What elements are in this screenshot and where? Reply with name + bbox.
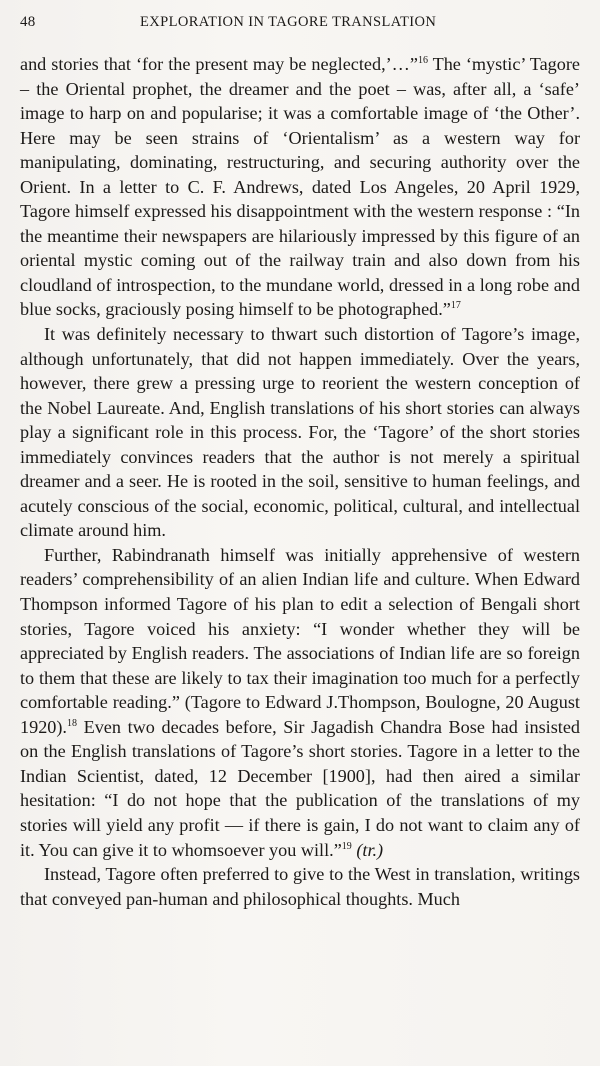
footnote-ref-16: 16 [417,55,428,66]
translation-mark: (tr.) [351,839,384,860]
paragraph-3 [20,543,580,862]
paragraph-4: Instead, Tagore often preferred to give to the West in translation, writings that conveyed pan-human and philosophical thoughts. Much [20,864,580,909]
paragraph-3-text-b: Even two decades before, Sir Jagadish Chandra Bose had insisted on the English translations of Tagore’s short stories. Tagore in a letter to the Indian Scientist, dated, 12 December [1900], had then aired a similar hesitation: “I do not hope that the publication of the translations of my stories will yield any profit — if there is gain, I do not want to claim any of it. You can give it to whomsoever you will.” [20,716,580,860]
body-text [20,52,580,911]
running-title: EXPLORATION IN TAGORE TRANSLATION [140,14,437,30]
paragraph-1-text-a: and stories that ‘for the present may be neglected,’…” [20,54,418,74]
paragraph-2: It was definitely necessary to thwart such distortion of Tagore’s image, although unfortunately, that did not happen immediately. Over the years, however, there grew a pressing urge to reorient the western conception of the Nobel Laureate. And, English translations of his short stories can always play a significant role in this process. For, the ‘Tagore’ of the short stories immediately convinces readers that the author is not merely a spiritual dreamer and a seer. He is rooted in the soil, sensitive to human feelings, and acutely conscious of the social, economic, political, cultural, and intellectual climate around him. [20,324,580,541]
footnote-ref-18: 18 [66,717,77,729]
paragraph-1 [20,52,580,322]
paragraph-1-text-b: The ‘mystic’ Tagore – the Oriental prophet, the dreamer and the poet – was, after all, a ‘safe’ image to harp on and popularise; it was a comfortable image of ‘the Other’. Here may be seen strains of ‘Orientalism’ as a western way for manipulating, dominating, restructuring, and securing authority over the Orient. In a letter to C. F. Andrews, dated Los Angeles, 20 April 1929, Tagore himself expressed his disappointment with the western response : “In the meantime their newspapers are hilariously impressed by this figure of an oriental mystic coming out of the railway train and also down from his cloudland of introspection, to the mundane world, dressed in a long robe and blue socks, graciously posing himself to be photographed.” [20,54,581,320]
page-number: 48 [20,14,36,30]
footnote-ref-17: 17 [450,300,461,312]
paragraph-3-text-a: Further, Rabindranath himself was initially apprehensive of western readers’ comprehensibility of an alien Indian life and culture. When Edward Thompson informed Tagore of his plan to edit a selection of Bengali short stories, Tagore voiced his anxiety: “I wonder whether they will be appreciated by English readers. The associations of Indian life are so foreign to them that these are likely to tax their imagination too much for a perfectly comfortable reading.” (Tagore to Edward J.Thompson, Boulogne, 20 August 1920). [20,544,580,737]
footnote-ref-19: 19 [341,840,352,852]
running-head [20,14,580,38]
